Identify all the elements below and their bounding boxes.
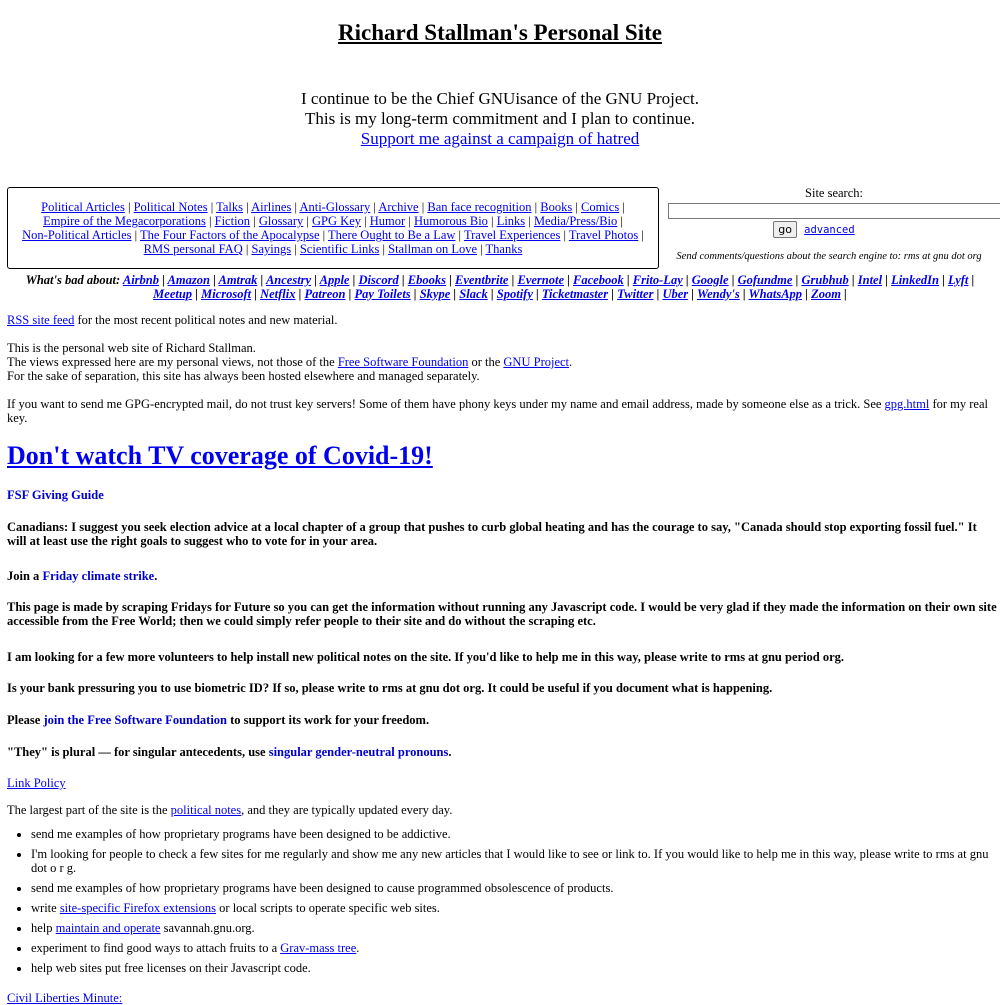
list-item-text: help web sites put free licenses on their Javascript code. (31, 961, 311, 975)
whats-bad-link-gofundme[interactable]: Gofundme (737, 273, 793, 287)
list-item-text-after: . (356, 941, 360, 955)
nav-link-fiction[interactable]: Fiction (214, 214, 251, 228)
nav-link-rms-personal-faq[interactable]: RMS personal FAQ (143, 242, 243, 256)
whats-bad-separator: | (792, 273, 802, 287)
link-policy-para (7, 776, 66, 790)
nav-link-empire-of-the-megacorporations[interactable]: Empire of the Megacorporations (43, 214, 206, 228)
nav-link-glossary[interactable]: Glossary (258, 214, 304, 228)
civil-liberties-link[interactable]: Civil Liberties Minute: (7, 991, 123, 1005)
largest-post: , and they are typically updated every day. (241, 803, 453, 817)
covid-heading-link[interactable]: Don't watch TV coverage of Covid-19! (7, 441, 433, 470)
whats-bad-separator: | (159, 273, 168, 287)
whats-bad-link-amazon[interactable]: Amazon (167, 273, 210, 287)
intro-line-3: For the sake of separation, this site has always been hosted elsewhere and managed separately. (7, 369, 480, 383)
whats-bad-link-wendy-s[interactable]: Wendy's (696, 287, 740, 301)
whats-bad-separator: | (939, 273, 949, 287)
whats-bad-separator: | (802, 287, 812, 301)
they-pre: "They" is plural — for singular antecedents, use (7, 745, 269, 759)
whats-bad-separator: | (682, 273, 692, 287)
nav-separator: | (455, 228, 464, 242)
nav-link-ban-face-recognition[interactable]: Ban face recognition (427, 200, 532, 214)
search-engine-note: Send comments/questions about the search engine to: rms at gnu dot org (676, 251, 982, 262)
nav-separator: | (131, 228, 141, 242)
political-notes-link[interactable]: political notes (170, 803, 242, 817)
join-fsf-paragraph (7, 713, 429, 727)
whats-bad-link-intel[interactable]: Intel (857, 273, 883, 287)
whats-bad-link-evernote[interactable]: Evernote (517, 273, 565, 287)
nav-link-comics[interactable]: Comics (580, 200, 620, 214)
civil-liberties-para (7, 991, 122, 1005)
intro-line-1: This is the personal web site of Richard Stallman. (7, 341, 256, 355)
whats-bad-link-discord[interactable]: Discord (358, 273, 399, 287)
support-campaign-link[interactable]: Support me against a campaign of hatred (360, 129, 640, 148)
list-item (31, 847, 991, 875)
gpg-paragraph (7, 397, 997, 425)
nav-separator: | (303, 214, 313, 228)
nav-separator: | (124, 200, 134, 214)
list-item-text: send me examples of how proprietary programs have been designed to cause programmed obsolescence of products. (31, 881, 614, 895)
whats-bad-separator: | (564, 273, 574, 287)
help-items-list (7, 827, 991, 981)
strike-post: . (154, 569, 158, 583)
whats-bad-link-google[interactable]: Google (691, 273, 729, 287)
whats-bad-link-ticketmaster[interactable]: Ticketmaster (541, 287, 609, 301)
nav-separator: | (405, 214, 414, 228)
intro-dot: . (569, 355, 573, 369)
rss-paragraph (7, 313, 997, 327)
whats-bad-row-2 (0, 287, 1000, 301)
list-item-link[interactable]: maintain and operate (55, 921, 161, 935)
whats-bad-link-patreon[interactable]: Patreon (304, 287, 346, 301)
gnu-project-link[interactable]: GNU Project (503, 355, 570, 369)
join-post: to support its work for your freedom. (227, 713, 430, 727)
nav-separator: | (379, 242, 389, 256)
gpg-link[interactable]: gpg.html (884, 397, 930, 411)
nav-link-airlines[interactable]: Airlines (251, 200, 292, 214)
whats-bad-separator: | (446, 273, 456, 287)
whats-bad-separator: | (848, 273, 858, 287)
nav-separator: | (291, 200, 300, 214)
list-item-text-after: savannah.gnu.org. (160, 921, 255, 935)
scraping-paragraph: This page is made by scraping Fridays for Future so you can get the information without running any Javascript code. I would be very glad if they made the information on their own site accessible from the Free World; then we could simply refer people to their site and do without the scraping etc. (7, 600, 997, 628)
whats-bad-link-frito-lay[interactable]: Frito-Lay (632, 273, 683, 287)
whats-bad-row-1 (0, 273, 1000, 287)
pronouns-link[interactable]: singular gender-neutral pronouns (268, 745, 449, 759)
whats-bad-separator: | (623, 273, 633, 287)
whats-bad-link-airbnb[interactable]: Airbnb (122, 273, 159, 287)
nav-link-links[interactable]: Links (496, 214, 526, 228)
nav-row (8, 200, 658, 214)
climate-strike-paragraph (7, 569, 157, 583)
nav-separator: | (319, 228, 329, 242)
nav-separator: | (207, 200, 217, 214)
nav-separator: | (477, 242, 486, 256)
nav-link-books[interactable]: Books (540, 200, 573, 214)
whats-bad-separator: | (192, 287, 202, 301)
nav-link-travel-experiences[interactable]: Travel Experiences (463, 228, 561, 242)
nav-link-archive[interactable]: Archive (378, 200, 419, 214)
gpg-text: If you want to send me GPG-encrypted mail, do not trust key servers! Some of them have phony keys under my name and email address, made by someone else as a trick. See (7, 397, 885, 411)
whats-bad-separator: | (345, 287, 355, 301)
whats-bad-separator: | (653, 287, 663, 301)
nav-link-humorous-bio[interactable]: Humorous Bio (413, 214, 488, 228)
nav-link-stallman-on-love[interactable]: Stallman on Love (388, 242, 477, 256)
whats-bad-link-amtrak[interactable]: Amtrak (218, 273, 258, 287)
whats-bad-separator: | (257, 273, 266, 287)
search-go-button[interactable]: go (773, 221, 797, 238)
whats-bad-label: What's bad about: (25, 273, 121, 287)
they-plural-paragraph (7, 745, 452, 759)
whats-bad-link-apple[interactable]: Apple (319, 273, 350, 287)
list-item (31, 961, 991, 975)
list-item (31, 827, 991, 841)
whats-bad-separator: | (728, 273, 738, 287)
site-search (668, 186, 1000, 262)
climate-strike-link[interactable]: Friday climate strike (42, 569, 155, 583)
intro-paragraph (7, 341, 572, 383)
whats-bad-link-facebook[interactable]: Facebook (573, 273, 624, 287)
main-content (7, 313, 997, 1005)
nav-separator: | (250, 214, 259, 228)
nav-link-political-articles[interactable]: Political Articles (41, 200, 125, 214)
whats-bad-link-spotify[interactable]: Spotify (496, 287, 533, 301)
nav-link-talks[interactable]: Talks (216, 200, 243, 214)
nav-link-there-ought-to-be-a-law[interactable]: There Ought to Be a Law (328, 228, 456, 242)
whats-bad-link-whatsapp[interactable]: WhatsApp (748, 287, 803, 301)
nav-link-sayings[interactable]: Sayings (251, 242, 292, 256)
whats-bad-link-linkedin[interactable]: LinkedIn (891, 273, 940, 287)
whats-bad-link-slack[interactable]: Slack (459, 287, 488, 301)
tagline (0, 89, 1000, 149)
whats-bad-link-ancestry[interactable]: Ancestry (265, 273, 312, 287)
fsf-link[interactable]: Free Software Foundation (337, 355, 469, 369)
tagline-line-1: I continue to be the Chief GNUisance of the GNU Project. (301, 89, 699, 108)
nav-link-gpg-key[interactable]: GPG Key (312, 214, 361, 228)
nav-link-travel-photos[interactable]: Travel Photos (568, 228, 639, 242)
nav-row (8, 242, 658, 256)
nav-link-the-four-factors-of-the-apocalypse[interactable]: The Four Factors of the Apocalypse (140, 228, 320, 242)
list-item (31, 921, 991, 935)
whats-bad-separator: | (608, 287, 618, 301)
nav-separator: | (619, 200, 625, 214)
nav-separator: | (560, 228, 569, 242)
search-label: Site search: (805, 186, 863, 200)
list-item-text: experiment to find good ways to attach fruits to a (31, 941, 281, 955)
whats-bad-separator: | (209, 273, 219, 287)
link-policy-link[interactable]: Link Policy (7, 776, 66, 790)
list-item-text-after: or local scripts to operate specific web sites. (216, 901, 440, 915)
nav-separator: | (617, 214, 623, 228)
tagline-line-2: This is my long-term commitment and I plan to continue. (305, 109, 695, 128)
nav-separator: | (205, 214, 215, 228)
nav-row (8, 228, 658, 242)
whats-bad-separator: | (311, 273, 320, 287)
nav-separator: | (361, 214, 370, 228)
whats-bad-link-lyft[interactable]: Lyft (948, 273, 969, 287)
rss-feed-link[interactable]: RSS site feed (7, 313, 75, 327)
whats-bad-separator: | (487, 287, 497, 301)
list-item-text: send me examples of how proprietary programs have been designed to be addictive. (31, 827, 451, 841)
list-item (31, 901, 991, 915)
gpg-after: for my real key. (7, 397, 988, 425)
whats-bad-separator: | (251, 287, 261, 301)
whats-bad-link-meetup[interactable]: Meetup (153, 287, 193, 301)
whats-bad-separator: | (398, 273, 408, 287)
list-item-text: I'm looking for people to check a few sites for me regularly and show me any new articles that I would like to see or link to. If you would like to help me in this way, please write to rms at gnu dot o r g. (31, 847, 989, 875)
whats-bad-separator: | (882, 273, 892, 287)
nav-separator: | (531, 200, 541, 214)
nav-separator: | (418, 200, 428, 214)
intro-line-2: The views expressed here are my personal views, not those of the (7, 355, 338, 369)
page-title: Richard Stallman's Personal Site (338, 20, 662, 45)
whats-bad-link-uber[interactable]: Uber (662, 287, 689, 301)
list-item-link[interactable]: Grav-mass tree (280, 941, 357, 955)
whats-bad-link-grubhub[interactable]: Grubhub (801, 273, 849, 287)
whats-bad-separator: | (295, 287, 305, 301)
nav-separator: | (487, 214, 497, 228)
search-input[interactable] (668, 203, 1000, 219)
list-item-link[interactable]: site-specific Firefox extensions (59, 901, 217, 915)
whats-bad-link-netflix[interactable]: Netflix (260, 287, 296, 301)
nav-link-non-political-articles[interactable]: Non-Political Articles (22, 228, 132, 242)
nav-link-anti-glossary[interactable]: Anti-Glossary (299, 200, 371, 214)
nav-row (8, 214, 658, 228)
whats-bad-separator: | (840, 287, 847, 301)
nav-link-humor[interactable]: Humor (369, 214, 406, 228)
list-item-text: help (31, 921, 56, 935)
whats-bad-separator: | (532, 287, 542, 301)
intro-or: or the (468, 355, 504, 369)
whats-bad-separator: | (508, 273, 518, 287)
whats-bad-link-eventbrite[interactable]: Eventbrite (455, 273, 509, 287)
advanced-search-link[interactable]: advanced (804, 224, 855, 236)
whats-bad-link-pay-toilets[interactable]: Pay Toilets (354, 287, 411, 301)
list-item (31, 881, 991, 895)
nav-link-thanks[interactable]: Thanks (485, 242, 523, 256)
strike-pre: Join a (7, 569, 43, 583)
whats-bad-separator: | (968, 273, 975, 287)
nav-link-political-notes[interactable]: Political Notes (133, 200, 208, 214)
nav-separator: | (525, 214, 534, 228)
nav-separator: | (243, 200, 252, 214)
whats-bad-link-skype[interactable]: Skype (419, 287, 451, 301)
volunteers-paragraph: I am looking for a few more volunteers to help install new political notes on the site. If you'd like to help me in this way, please write to rms at gnu period org. (7, 650, 845, 664)
whats-bad-separator: | (349, 273, 359, 287)
join-pre: Please (7, 713, 44, 727)
fsf-giving-guide-link[interactable]: FSF Giving Guide (7, 488, 104, 502)
whats-bad-link-ebooks[interactable]: Ebooks (407, 273, 446, 287)
bank-paragraph: Is your bank pressuring you to use biometric ID? If so, please write to rms at gnu dot org. It could be useful if you document what is happening. (7, 681, 773, 695)
nav-link-media-press-bio[interactable]: Media/Press/Bio (533, 214, 618, 228)
whats-bad-link-twitter[interactable]: Twitter (617, 287, 654, 301)
rss-text: for the most recent political notes and new material. (74, 313, 338, 327)
list-item-text: write (31, 901, 60, 915)
site-navigation (7, 187, 659, 269)
whats-bad-link-microsoft[interactable]: Microsoft (201, 287, 252, 301)
nav-separator: | (572, 200, 581, 214)
list-item (31, 941, 991, 955)
whats-bad-separator: | (450, 287, 460, 301)
largest-part-paragraph (7, 803, 452, 817)
whats-bad-separator: | (410, 287, 420, 301)
nav-separator: | (370, 200, 379, 214)
nav-link-scientific-links[interactable]: Scientific Links (299, 242, 380, 256)
nav-separator: | (291, 242, 300, 256)
they-post: . (448, 745, 452, 759)
fsf-giving-guide-para (7, 488, 104, 502)
largest-pre: The largest part of the site is the (7, 803, 171, 817)
whats-bad-about (0, 273, 1000, 301)
nav-separator: | (638, 228, 644, 242)
canadians-paragraph: Canadians: I suggest you seek election advice at a local chapter of a group that pushes to curb global heating and has the courage to say, "Canada should stop exporting fossil fuel." It will at least use the right goals to suggest who to vote for in your area. (7, 520, 977, 548)
join-fsf-link[interactable]: join the Free Software Foundation (43, 713, 228, 727)
whats-bad-separator: | (739, 287, 749, 301)
whats-bad-link-zoom[interactable]: Zoom (811, 287, 841, 301)
nav-separator: | (242, 242, 252, 256)
whats-bad-separator: | (688, 287, 697, 301)
